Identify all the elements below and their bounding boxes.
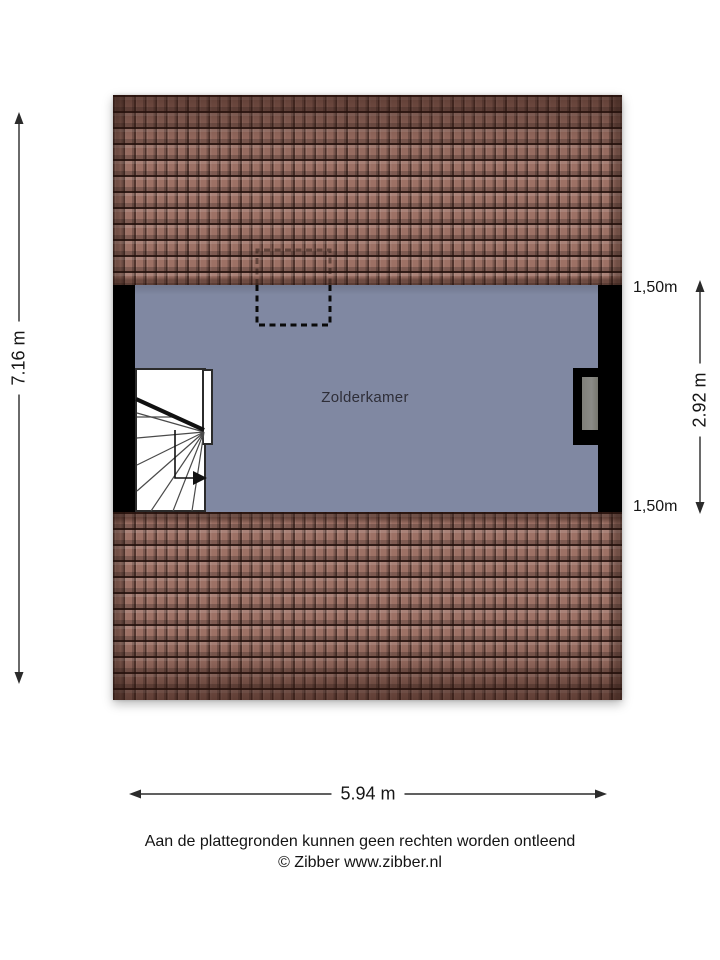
disclaimer-text: Aan de plattegronden kunnen geen rechten worden ontleend [144,833,576,850]
wall-left [113,285,135,512]
dimension-line-total-height [11,112,27,684]
roof-top [113,95,622,285]
staircase [135,368,213,512]
room-label: Zolderkamer [321,389,409,406]
floorplan [113,95,622,700]
window [573,368,620,445]
dimension-label-roof-bottom-depth: 1,50m [633,498,678,515]
dormer-outline [253,245,338,330]
dimension-label-total-height: 7.16 m [8,321,31,394]
dimension-label-room-depth: 2.92 m [689,363,712,436]
dimension-label-roof-top-depth: 1,50m [633,279,678,296]
dimension-label-total-width: 5.94 m [331,783,404,806]
window-glass [582,377,598,430]
roof-bottom [113,512,622,700]
copyright-text: © Zibber www.zibber.nl [278,854,442,871]
